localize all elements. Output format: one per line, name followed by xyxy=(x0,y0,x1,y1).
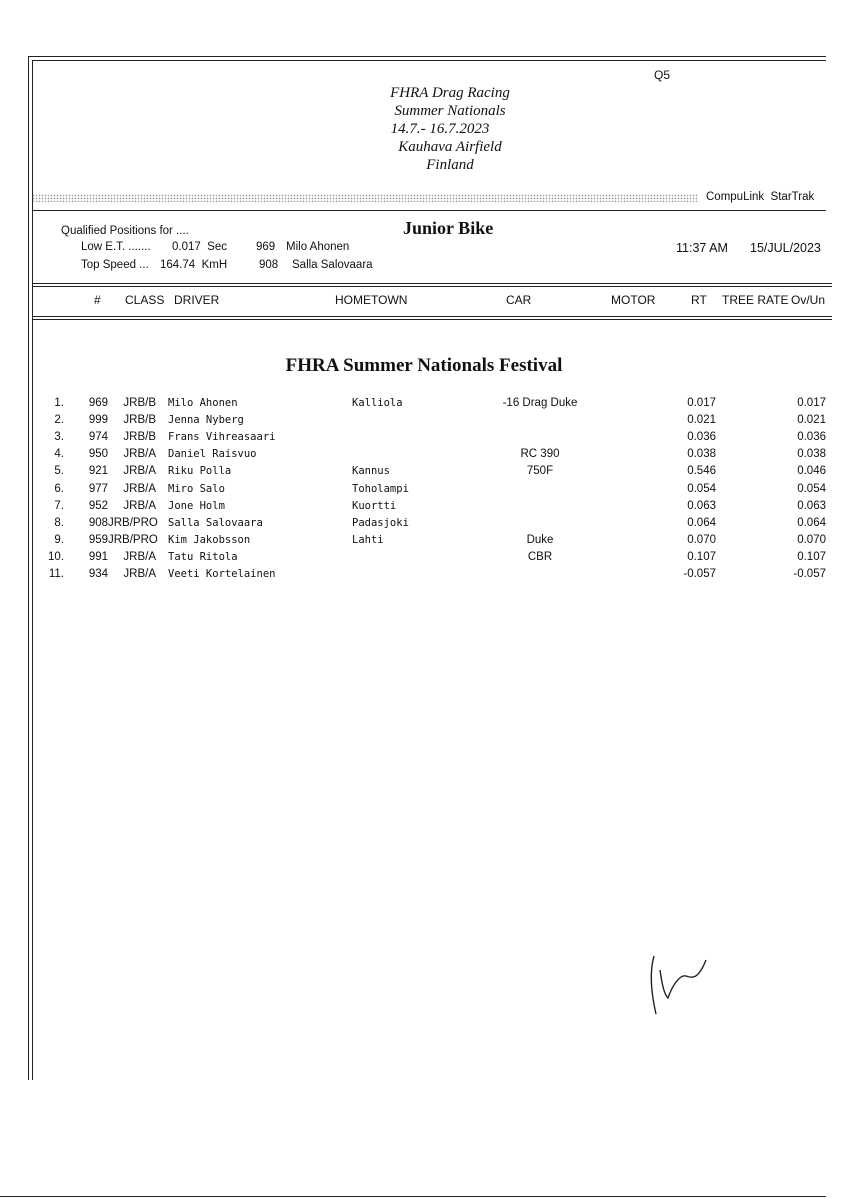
row-driver: Miro Salo xyxy=(168,482,225,495)
row-hometown: Padasjoki xyxy=(352,516,409,529)
low-et-number: 969 xyxy=(256,241,276,253)
frame-top-outer xyxy=(28,56,826,57)
row-ovun: 0.063 xyxy=(797,499,826,512)
row-position: 6. xyxy=(54,482,64,495)
columns-rule-bottom-1 xyxy=(32,316,832,317)
row-ovun: 0.038 xyxy=(797,448,826,461)
row-number: 908 xyxy=(88,516,108,529)
row-position: 10. xyxy=(48,550,64,563)
row-driver: Kim Jakobsson xyxy=(168,533,251,546)
row-position: 8. xyxy=(54,516,64,529)
table-row xyxy=(0,414,848,431)
col-class: CLASS xyxy=(125,293,165,307)
row-rt: -0.057 xyxy=(683,568,716,580)
row-position: 3. xyxy=(54,431,64,444)
row-car: -16 Drag Duke xyxy=(502,397,578,409)
col-ovun: Ov/Un xyxy=(791,293,826,307)
header-rule xyxy=(32,210,826,211)
row-ovun: 0.054 xyxy=(797,482,826,495)
row-number: 969 xyxy=(88,397,108,409)
event-info xyxy=(360,84,540,174)
row-driver: Veeti Kortelainen xyxy=(168,568,276,580)
table-row xyxy=(0,517,848,534)
row-driver: Jenna Nyberg xyxy=(168,414,244,427)
row-driver: Daniel Raisvuo xyxy=(168,448,257,461)
row-position: 4. xyxy=(54,448,64,461)
row-position: 5. xyxy=(54,465,64,478)
row-position: 11. xyxy=(48,568,64,580)
class-title: Junior Bike xyxy=(403,218,494,238)
row-ovun: 0.046 xyxy=(797,465,826,478)
row-driver: Frans Vihreasaari xyxy=(168,431,276,444)
row-class: JRB/A xyxy=(123,482,156,495)
row-rt: 0.017 xyxy=(687,397,716,409)
row-driver: Tatu Ritola xyxy=(168,550,238,563)
table-row xyxy=(0,568,848,585)
table-row xyxy=(0,397,848,414)
row-car: RC 390 xyxy=(520,448,560,461)
row-hometown: Kannus xyxy=(352,465,390,478)
row-number: 959 xyxy=(88,533,108,546)
row-car: Duke xyxy=(526,533,554,546)
bottom-rule xyxy=(0,1196,826,1197)
columns-rule-bottom-2 xyxy=(32,319,832,320)
row-class: JRB/B xyxy=(123,414,156,427)
row-class: JRB/A xyxy=(123,568,156,580)
row-class: JRB/A xyxy=(123,465,156,478)
row-hometown: Kalliola xyxy=(352,397,403,409)
row-hometown: Lahti xyxy=(352,533,384,546)
col-tree-rate: TREE RATE xyxy=(722,293,789,307)
row-hometown: Toholampi xyxy=(352,482,409,495)
row-ovun: 0.036 xyxy=(797,431,826,444)
frame-top-inner xyxy=(32,60,826,61)
row-rt: 0.036 xyxy=(687,431,716,444)
row-number: 999 xyxy=(88,414,108,427)
row-number: 934 xyxy=(88,568,108,580)
row-driver: Riku Polla xyxy=(168,465,232,478)
low-et-label: Low E.T. ....... xyxy=(81,241,151,253)
row-driver: Salla Salovaara xyxy=(168,516,263,529)
top-speed-driver: Salla Salovaara xyxy=(292,259,373,271)
event-title: FHRA Summer Nationals Festival xyxy=(285,355,563,376)
row-class: JRB/B xyxy=(123,397,156,409)
row-ovun: 0.070 xyxy=(797,533,826,546)
row-ovun: 0.021 xyxy=(797,414,826,427)
row-class: JRB/A xyxy=(123,550,156,563)
row-rt: 0.038 xyxy=(687,448,716,461)
row-position: 2. xyxy=(54,414,64,427)
row-class: JRB/PRO xyxy=(108,516,158,529)
row-hometown: Kuortti xyxy=(352,499,397,512)
row-number: 977 xyxy=(88,482,108,495)
row-class: JRB/A xyxy=(123,448,156,461)
col-driver: DRIVER xyxy=(174,293,220,307)
top-speed-number: 908 xyxy=(259,259,279,271)
table-row xyxy=(0,448,848,465)
row-rt: 0.107 xyxy=(687,550,716,563)
row-ovun: 0.017 xyxy=(797,397,826,409)
row-rt: 0.070 xyxy=(687,533,716,546)
table-row xyxy=(0,551,848,568)
row-rt: 0.021 xyxy=(687,414,716,427)
row-car: CBR xyxy=(527,550,553,563)
table-row xyxy=(0,500,848,517)
row-number: 950 xyxy=(88,448,108,461)
row-driver: Milo Ahonen xyxy=(168,397,238,409)
row-number: 974 xyxy=(88,431,108,444)
row-number: 921 xyxy=(88,465,108,478)
report-time: 11:37 AM xyxy=(676,241,728,255)
col-hometown: HOMETOWN xyxy=(335,293,408,307)
page-code: Q5 xyxy=(654,68,671,82)
row-ovun: 0.107 xyxy=(797,550,826,563)
signature xyxy=(640,940,720,1020)
row-class: JRB/B xyxy=(123,431,156,444)
columns-rule-top-2 xyxy=(32,286,832,287)
table-row xyxy=(0,431,848,448)
row-car: 750F xyxy=(526,465,554,478)
low-et-driver: Milo Ahonen xyxy=(286,241,350,253)
row-class: JRB/A xyxy=(123,499,156,512)
col-num: # xyxy=(94,293,101,307)
dotted-separator xyxy=(32,194,698,202)
table-row xyxy=(0,534,848,551)
table-row xyxy=(0,465,848,482)
system-label: CompuLink StarTrak xyxy=(706,191,815,203)
qualified-label: Qualified Positions for .... xyxy=(61,225,189,237)
row-driver: Jone Holm xyxy=(168,499,225,512)
columns-rule-top-1 xyxy=(32,283,832,284)
row-class: JRB/PRO xyxy=(108,533,158,546)
report-date: 15/JUL/2023 xyxy=(750,241,821,255)
col-car: CAR xyxy=(506,293,532,307)
row-ovun: -0.057 xyxy=(793,568,826,580)
row-ovun: 0.064 xyxy=(797,516,826,529)
event-line-venue: Kauhava Airfield xyxy=(398,139,502,155)
row-number: 991 xyxy=(88,550,108,563)
row-rt: 0.064 xyxy=(687,516,716,529)
row-rt: 0.546 xyxy=(687,465,716,478)
row-rt: 0.063 xyxy=(687,499,716,512)
low-et-value: 0.017 Sec xyxy=(172,241,227,253)
event-line-name: Summer Nationals xyxy=(394,103,506,119)
row-position: 1. xyxy=(54,397,64,409)
row-number: 952 xyxy=(88,499,108,512)
col-rt: RT xyxy=(691,293,707,307)
row-rt: 0.054 xyxy=(687,482,716,495)
top-speed-value: 164.74 KmH xyxy=(160,259,228,271)
row-position: 7. xyxy=(54,499,64,512)
top-speed-label: Top Speed ... xyxy=(81,259,149,271)
row-position: 9. xyxy=(54,533,64,546)
event-line-country: Finland xyxy=(426,157,474,173)
col-motor: MOTOR xyxy=(611,293,656,307)
table-row xyxy=(0,483,848,500)
event-line-series: FHRA Drag Racing xyxy=(390,85,510,101)
event-line-dates: 14.7.- 16.7.2023 xyxy=(390,121,490,137)
